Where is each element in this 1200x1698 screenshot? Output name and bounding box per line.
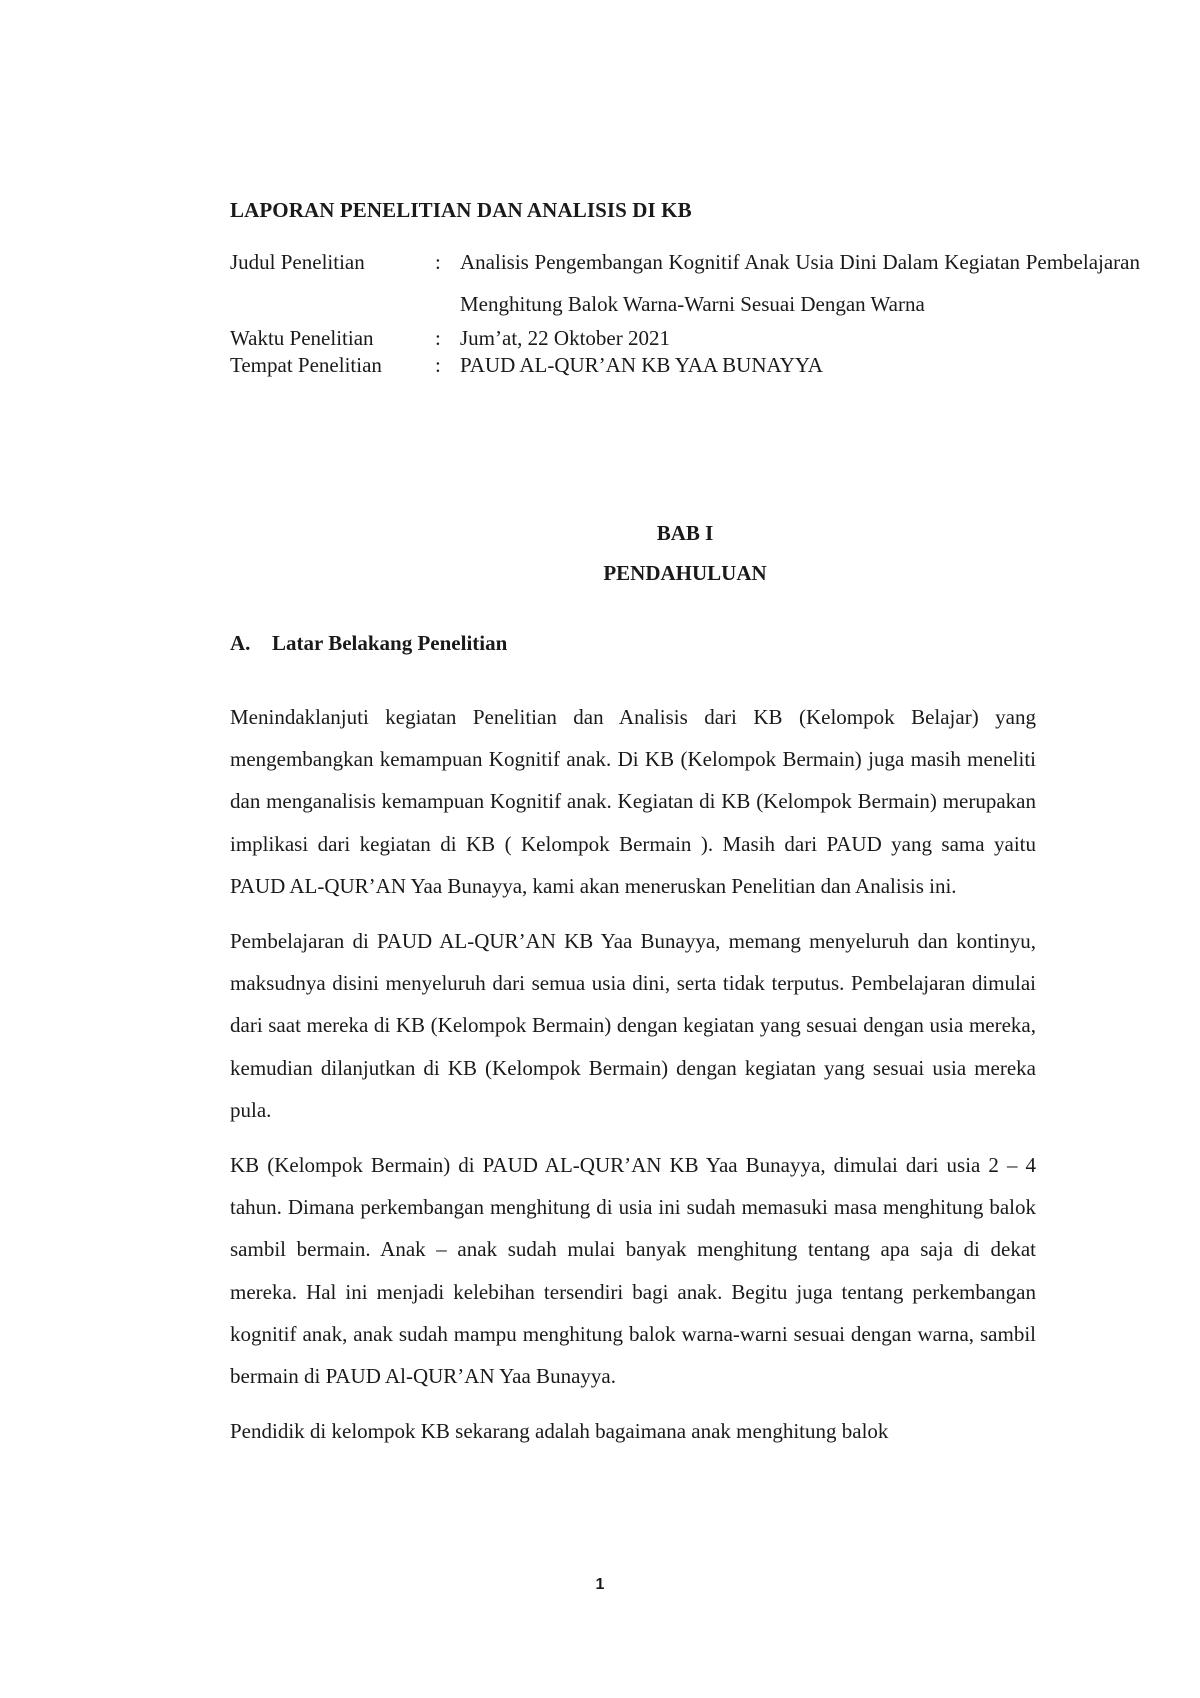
research-place-value: PAUD AL-QUR’AN KB YAA BUNAYYA bbox=[460, 353, 823, 377]
paragraph: Pendidik di kelompok KB sekarang adalah bagaimana anak menghitung balok bbox=[230, 1419, 889, 1444]
document-title: LAPORAN PENELITIAN DAN ANALISIS DI KB bbox=[230, 198, 692, 222]
section-title: Latar Belakang Penelitian bbox=[272, 631, 508, 655]
research-time-colon: : bbox=[435, 326, 441, 350]
research-title-value: Analisis Pengembangan Kognitif Anak Usia Dini Dalam Kegiatan Pembelajaran Menghitung Balok Warna-Warni Sesuai Dengan Warna bbox=[460, 250, 1140, 316]
chapter-number: BAB I bbox=[656, 521, 714, 545]
research-place-label: Tempat Penelitian bbox=[230, 353, 382, 377]
research-info-block bbox=[230, 251, 1140, 379]
page-number: 1 bbox=[595, 1576, 605, 1593]
paragraph: KB (Kelompok Bermain) di PAUD AL-QUR’AN KB Yaa Bunayya, dimulai dari usia 2 – 4 tahun. Dimana perkembangan menghitung di usia ini sudah memasuki masa menghitung balok sambil bermain. Anak – anak sudah mulai banyak menghitung tentang apa saja di dekat mereka. Hal ini menjadi kelebihan tersendiri bagi anak. Begitu juga tentang perkembangan kognitif anak, anak sudah mampu menghitung balok warna-warni sesuai dengan warna, sambil bermain di PAUD Al-QUR’AN Yaa Bunayya. bbox=[230, 1153, 1036, 1389]
research-title-row bbox=[230, 251, 1140, 325]
section-number: A. bbox=[230, 631, 251, 655]
paragraph: Pembelajaran di PAUD AL-QUR’AN KB Yaa Bunayya, memang menyeluruh dan kontinyu, maksudnya disini menyeluruh dari semua usia dini, serta tidak terputus. Pembelajaran dimulai dari saat mereka di KB (Kelompok Bermain) dengan kegiatan yang sesuai dengan usia mereka, kemudian dilanjutkan di KB (Kelompok Bermain) dengan kegiatan yang sesuai usia mereka pula. bbox=[230, 929, 1036, 1122]
body-text bbox=[230, 696, 1036, 1465]
section-heading bbox=[230, 631, 507, 656]
research-time-row bbox=[230, 325, 1140, 352]
chapter-title: PENDAHULUAN bbox=[603, 561, 767, 585]
research-title-colon: : bbox=[435, 250, 441, 274]
paragraph: Menindaklanjuti kegiatan Penelitian dan Analisis dari KB (Kelompok Belajar) yang mengembangkan kemampuan Kognitif anak. Di KB (Kelompok Bermain) juga masih meneliti dan menganalisis kemampuan Kognitif anak. Kegiatan di KB (Kelompok Bermain) merupakan implikasi dari kegiatan di KB ( Kelompok Bermain ). Masih dari PAUD yang sama yaitu PAUD AL-QUR’AN Yaa Bunayya, kami akan meneruskan Penelitian dan Analisis ini. bbox=[230, 705, 1036, 898]
research-time-value: Jum’at, 22 Oktober 2021 bbox=[460, 326, 670, 350]
research-place-row bbox=[230, 352, 1140, 379]
research-place-colon: : bbox=[435, 353, 441, 377]
research-title-label: Judul Penelitian bbox=[230, 250, 365, 274]
research-time-label: Waktu Penelitian bbox=[230, 326, 374, 350]
